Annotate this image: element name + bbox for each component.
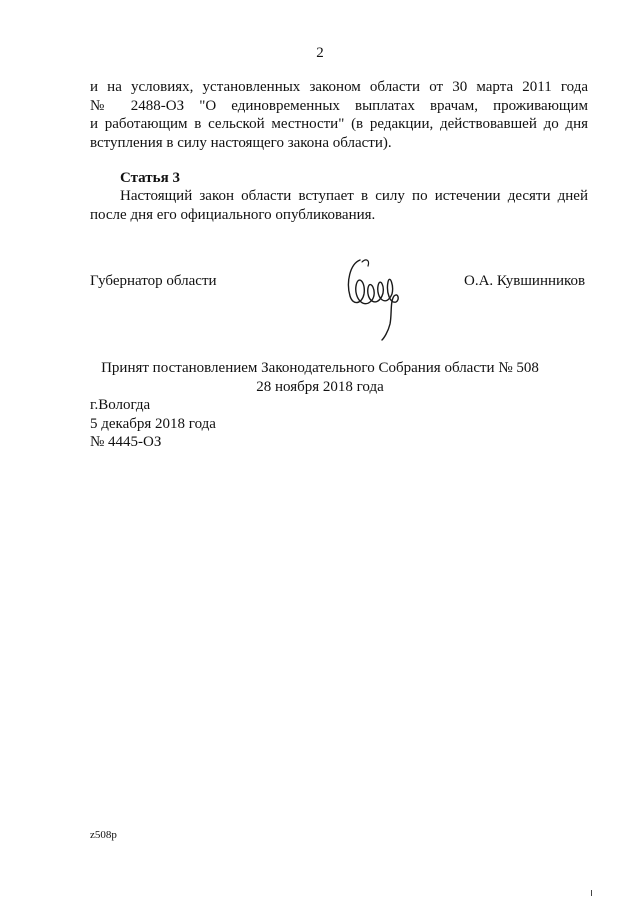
handwritten-signature	[340, 252, 410, 348]
city: г.Вологда	[90, 397, 151, 413]
adoption-line-2: 28 ноября 2018 года	[256, 378, 384, 395]
signature-icon	[340, 252, 410, 342]
adoption-note	[0, 359, 640, 396]
intro-line-2: № 2488-ОЗ "О единовременных выплатах врачам, проживающим	[90, 97, 588, 114]
intro-line-1: и на условиях, установленных законом области от 30 марта 2011 года	[90, 79, 588, 95]
place-date-number	[90, 396, 216, 452]
signatory-title: Губернатор области	[90, 273, 217, 289]
article-3-heading: Статья 3	[120, 170, 180, 186]
intro-line-4: вступления в силу настоящего закона области).	[90, 134, 392, 151]
signatory-name: О.А. Кувшинников	[464, 273, 586, 289]
law-date: 5 декабря 2018 года	[90, 415, 216, 432]
article-3-line-2: после дня его официального опубликования.	[90, 206, 376, 223]
intro-line-3: и работающим в сельской местности" (в редакции, действовавшей до дня	[90, 116, 588, 132]
article-3-text	[90, 187, 588, 224]
page-number: 2	[316, 45, 324, 61]
scan-mark	[591, 890, 592, 896]
adoption-line-1: Принят постановлением Законодательного Собрания области № 508	[101, 360, 539, 376]
law-number: № 4445-ОЗ	[90, 434, 162, 450]
footer-code: z508р	[90, 829, 117, 841]
article-3-line-1: Настоящий закон области вступает в силу по истечении десяти дней	[120, 188, 588, 204]
intro-paragraph	[90, 78, 588, 152]
